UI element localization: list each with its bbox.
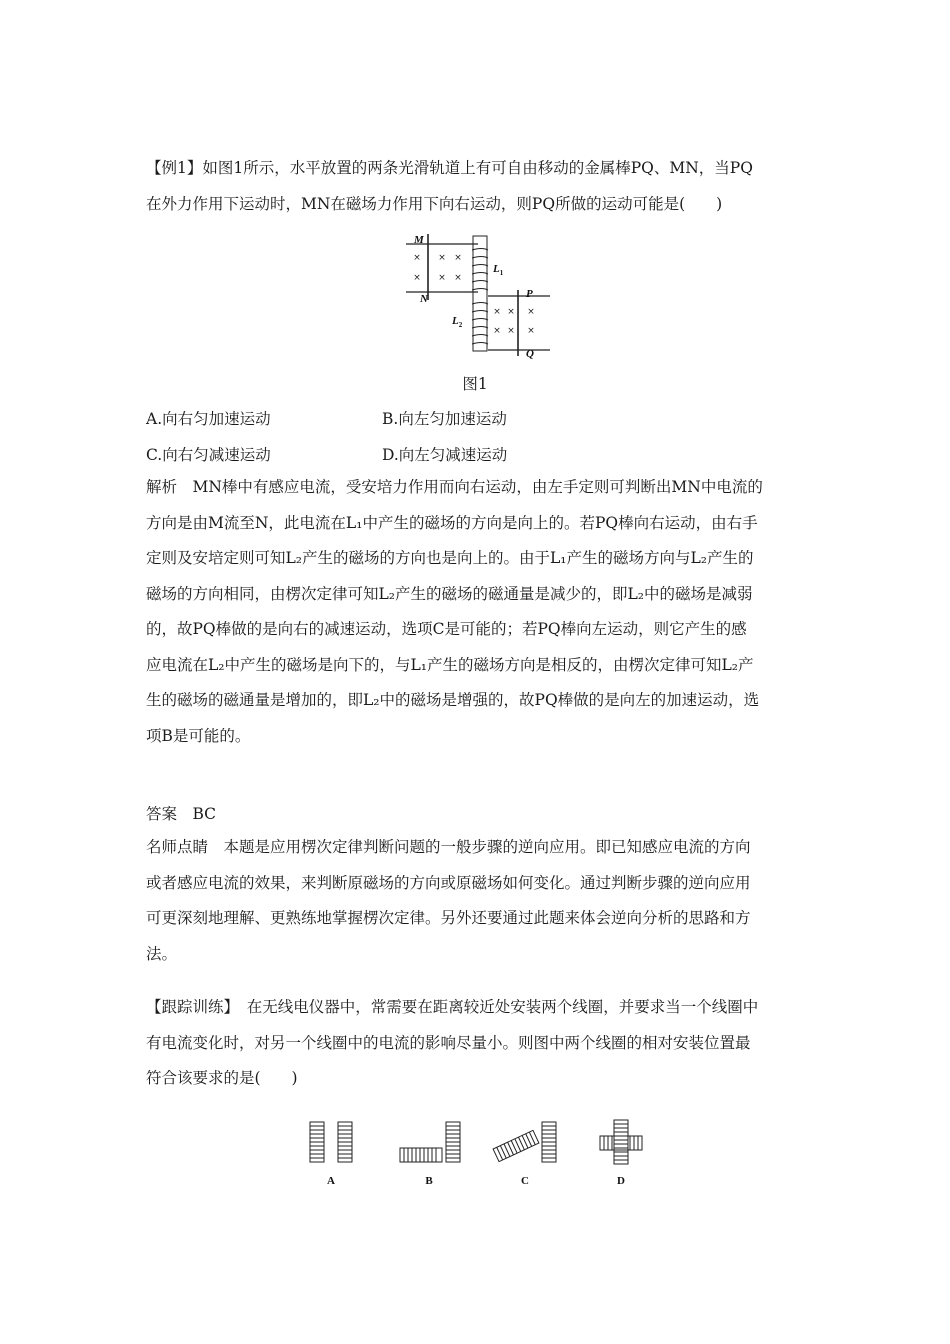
option-c: C.向右匀减速运动 — [146, 445, 271, 464]
figure-1-caption: 图1 — [462, 375, 488, 393]
label-q: Q — [526, 348, 534, 360]
coil-l1-windings — [472, 249, 488, 291]
answer-options — [146, 402, 808, 473]
analysis-section — [146, 470, 808, 754]
coil-pair-a — [310, 1122, 352, 1162]
analysis-line: 项B是可能的。 — [146, 726, 251, 745]
coil-pair-d — [600, 1120, 642, 1164]
option-b: B.向左匀加速运动 — [382, 410, 507, 428]
cross-mark: × — [507, 326, 515, 336]
question-line-2: 在外力作用下运动时，MN在磁场力作用下向右运动，则PQ所做的运动可能是( ) — [146, 194, 723, 213]
analysis-line: 的，故PQ棒做的是向右的减速运动，选项C是可能的；若PQ棒向左运动，则它产生的感 — [146, 620, 747, 638]
label-option-c: C — [521, 1175, 529, 1187]
tips-line: 名师点睛 本题是应用楞次定律判断问题的一般步骤的逆向应用。即已知感应电流的方向 — [146, 838, 751, 856]
label-n: N — [420, 293, 428, 305]
tips-section — [146, 830, 808, 972]
question-line-1: 【例1】如图1所示，水平放置的两条光滑轨道上有可自由移动的金属棒PQ、MN，当PQ — [146, 159, 753, 177]
option-a: A.向右匀加速运动 — [146, 410, 271, 428]
analysis-line: 生的磁场的磁通量是增加的，即L₂中的磁场是增强的，故PQ棒做的是向左的加速运动，选 — [146, 691, 760, 709]
figure-2-coil-options — [298, 1114, 648, 1189]
cross-mark: × — [507, 307, 515, 317]
label-option-d: D — [617, 1175, 625, 1187]
cross-mark: × — [454, 253, 462, 263]
option-d: D.向左匀减速运动 — [382, 445, 508, 464]
tips-line: 可更深刻地理解、更熟练地掌握楞次定律。另外还要通过此题来体会逆向分析的思路和方 — [146, 909, 751, 927]
cross-mark: × — [413, 253, 421, 263]
cross-mark: × — [438, 253, 446, 263]
label-p: P — [526, 288, 533, 300]
label-option-a: A — [327, 1175, 335, 1187]
coil-core — [473, 236, 487, 351]
coil-pair-c — [493, 1122, 556, 1162]
example-label: 【例1】 — [146, 159, 203, 177]
practice-line: 【跟踪训练】 在无线电仪器中，常需要在距离较近处安装两个线圈，并要求当一个线圈中 — [146, 998, 759, 1016]
label-m: M — [414, 234, 424, 246]
cross-mark: × — [454, 273, 462, 283]
analysis-line: 定则及安培定则可知L₂产生的磁场的方向也是向上的。由于L₁产生的磁场方向与L₂产生的 — [146, 549, 754, 567]
cross-mark: × — [527, 307, 535, 317]
cross-mark: × — [493, 326, 501, 336]
tips-line: 或者感应电流的效果，来判断原磁场的方向或原磁场如何变化。通过判断步骤的逆向应用 — [146, 873, 751, 892]
coil-l2-windings — [472, 303, 488, 345]
label-option-b: B — [425, 1175, 433, 1187]
analysis-line: 磁场的方向相同，由楞次定律可知L₂产生的磁场的磁通量是减少的，即L₂中的磁场是减弱 — [146, 584, 753, 603]
analysis-line: 应电流在L₂中产生的磁场是向下的，与L₁产生的磁场方向是相反的，由楞次定律可知L₂产 — [146, 655, 754, 674]
cross-mark: × — [493, 307, 501, 317]
coil-pair-b — [400, 1122, 460, 1162]
analysis-line: 解析 MN棒中有感应电流，受安培力作用而向右运动，由左手定则可判断出MN中电流的 — [146, 478, 763, 496]
figure-1-diagram — [400, 230, 550, 360]
analysis-line: 方向是由M流至N，此电流在L₁中产生的磁场的方向是向上的。若PQ棒向右运动，由右手 — [146, 513, 758, 532]
label-l2: $L_2$ — [452, 315, 463, 329]
cross-mark: × — [438, 273, 446, 283]
tips-line: 法。 — [146, 944, 178, 963]
practice-section — [146, 990, 808, 1097]
practice-line: 有电流变化时，对另一个线圈中的电流的影响尽量小。则图中两个线圈的相对安装位置最 — [146, 1033, 751, 1052]
practice-line: 符合该要求的是( ) — [146, 1069, 298, 1087]
label-l1: $L_1$ — [493, 263, 504, 277]
answer-line: 答案 BC — [146, 805, 217, 823]
example-question — [146, 151, 808, 222]
cross-mark: × — [527, 326, 535, 336]
cross-mark: × — [413, 273, 421, 283]
